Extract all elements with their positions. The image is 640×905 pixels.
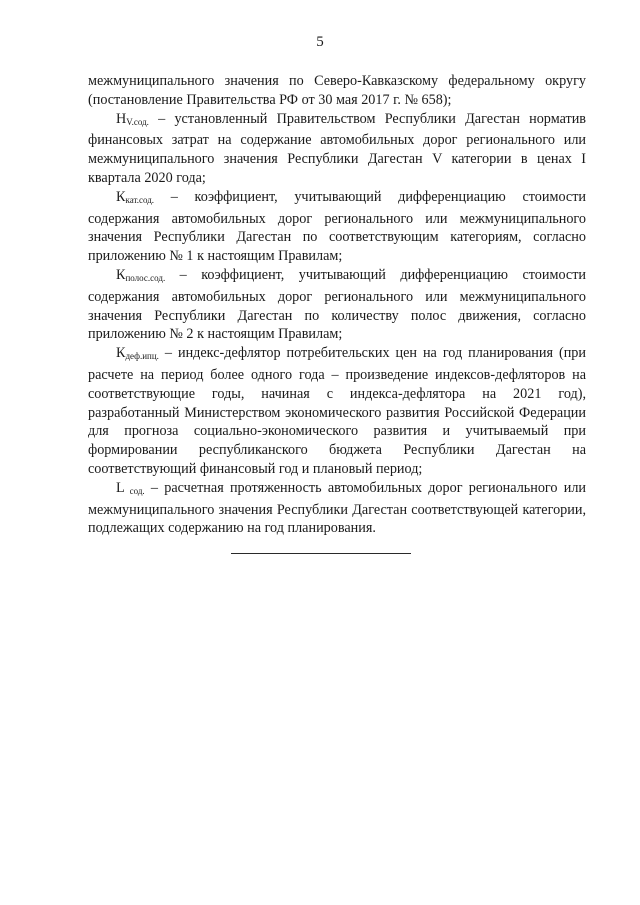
paragraph-text: межмуниципального значения по Северо-Кавказскому федеральному округу (постановление Правительства РФ от 30 мая 2017 г. № 658); (88, 73, 586, 108)
formula-symbol: К (116, 188, 126, 205)
formula-subscript: полос.сод. (125, 272, 166, 283)
formula-subscript: V.сод. (126, 116, 149, 127)
paragraph-text: – коэффициент, учитывающий дифференциацию стоимости содержания автомобильных дорог регионального или межмуниципального значения Республики Дагестан по соответствующим категориям, согласно приложению № 1 к настоящим Правилам; (88, 188, 586, 265)
formula-symbol: К (116, 266, 126, 283)
end-of-document-rule (231, 553, 411, 554)
formula-subscript: сод. (124, 485, 145, 496)
formula-symbol: L (116, 479, 125, 496)
body-text (88, 72, 586, 538)
paragraph-definition (88, 479, 586, 538)
paragraph-continuation (88, 72, 586, 110)
formula-symbol: Н (116, 110, 127, 127)
formula-subscript: кат.сод. (125, 194, 155, 205)
formula-subscript: деф.ипц. (125, 351, 159, 362)
page-number: 5 (316, 34, 324, 50)
paragraph-definition (88, 188, 586, 266)
formula-symbol: К (116, 345, 126, 362)
paragraph-text: – индекс-дефлятор потребительских цен на год планирования (при расчете на период более одного года – произведение индексов-дефляторов на соответствующие годы, начиная с индекса-дефлятора на 2021 год), разработанный Министерством экономического развития Российской Федерации для прогноза социально-экономического развития и учитываемый при формировании республиканского бюджета Республики Дагестан на соответствующий финансовый год и плановый период; (88, 345, 586, 477)
paragraph-text: – коэффициент, учитывающий дифференциацию стоимости содержания автомобильных дорог регионального или межмуниципального значения Республики Дагестан по количеству полос движения, согласно приложению № 2 к настоящим Правилам; (88, 266, 586, 343)
paragraph-text: – расчетная протяженность автомобильных дорог регионального или межмуниципального значения Республики Дагестан соответствующей категории, подлежащих содержанию на год планирования. (88, 479, 586, 537)
paragraph-definition (88, 266, 586, 344)
paragraph-text: – установленный Правительством Республики Дагестан норматив финансовых затрат на содержание автомобильных дорог регионального или межмуниципального значения Республики Дагестан V категории в ценах I квартала 2020 года; (88, 110, 586, 186)
paragraph-definition (88, 344, 586, 479)
paragraph-definition (88, 110, 586, 188)
